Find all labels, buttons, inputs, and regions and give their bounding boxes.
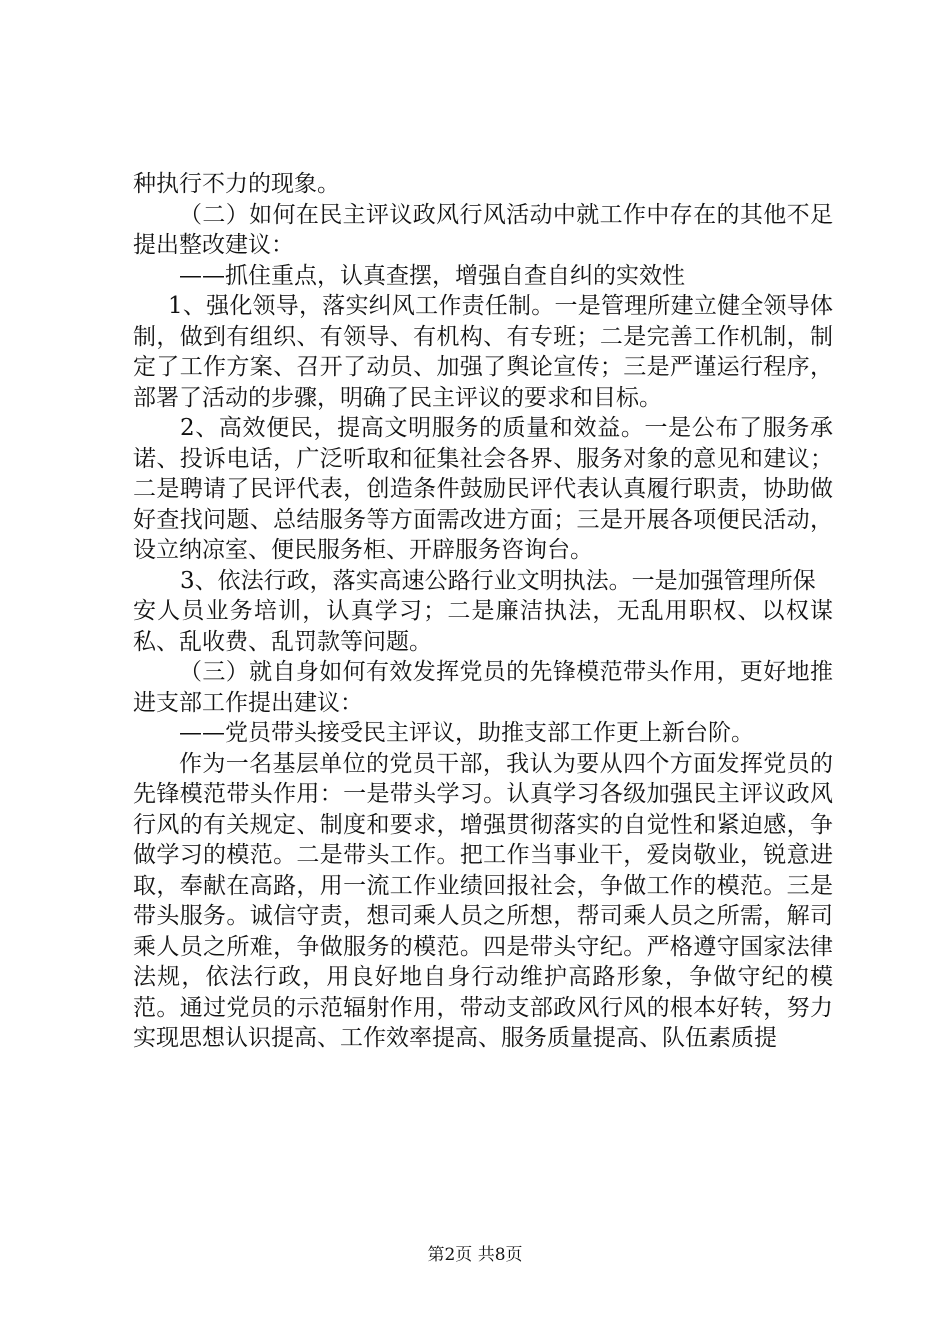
document-body: [133, 169, 833, 1054]
section-heading-3: （三）就自身如何有效发挥党员的先锋模范带头作用，更好地推进支部工作提出建议：: [133, 659, 833, 716]
subheading-focus: ——抓住重点，认真查摆，增强自查自纠的实效性: [179, 262, 685, 289]
subheading-party-members: ——党员带头接受民主评议，助推支部工作更上新台阶。: [179, 720, 754, 746]
paragraph-item-3: 3、依法行政，落实高速公路行业文明执法。一是加强管理所保: [180, 567, 816, 594]
paragraph-item-3-continued: 安人员业务培训，认真学习；二是廉洁执法，无乱用职权、以权谋私、乱收费、乱罚款等问题。: [133, 598, 833, 655]
paragraph-item-1: 1、强化领导，落实纠风工作责任制。一是管理所建立健全领导体制，做到有组织、有领导、有机构、有专班；二是完善工作机制，制定了工作方案、召开了动员、加强了舆论宣传；三是严谨运行程序，部署了活动的步骤，明确了民主评议的要求和目标。: [133, 293, 833, 411]
paragraph-party-member-role: 作为一名基层单位的党员干部，我认为要从四个方面发挥党员的先锋模范带头作用：一是带头学习。认真学习各级加强民主评议政风行风的有关规定、制度和要求，增强贯彻落实的自觉性和紧迫感，争做学习的模范。二是带头工作。把工作当事业干，爱岗敬业，锐意进取，奉献在高路，用一流工作业绩回报社会，争做工作的模范。三是带头服务。诚信守责，想司乘人员之所想，帮司乘人员之所需，解司乘人员之所难，争做服务的模范。四是带头守纪。严格遵守国家法律法规，依法行政，用良好地自身行动维护高路形象，争做守纪的模范。通过党员的示范辐射作用，带动支部政风行风的根本好转，努力实现思想认识提高、工作效率提高、服务质量提高、队伍素质提: [133, 750, 833, 1051]
paragraph-continuation: 种执行不力的现象。: [133, 171, 340, 197]
page-number-footer: 第2页 共8页: [427, 1245, 523, 1265]
section-heading-2: （二）如何在民主评议政风行风活动中就工作中存在的其他不足提出整改建议：: [133, 201, 833, 258]
paragraph-item-2: 2、高效便民，提高文明服务的质量和效益。一是公布了服务承诺、投诉电话，广泛听取和征集社会各界、服务对象的意见和建议；二是聘请了民评代表，创造条件鼓励民评代表认真履行职责，协助做好查找问题、总结服务等方面需改进方面；三是开展各项便民活动，设立纳凉室、便民服务柜、开辟服务咨询台。: [133, 415, 833, 563]
